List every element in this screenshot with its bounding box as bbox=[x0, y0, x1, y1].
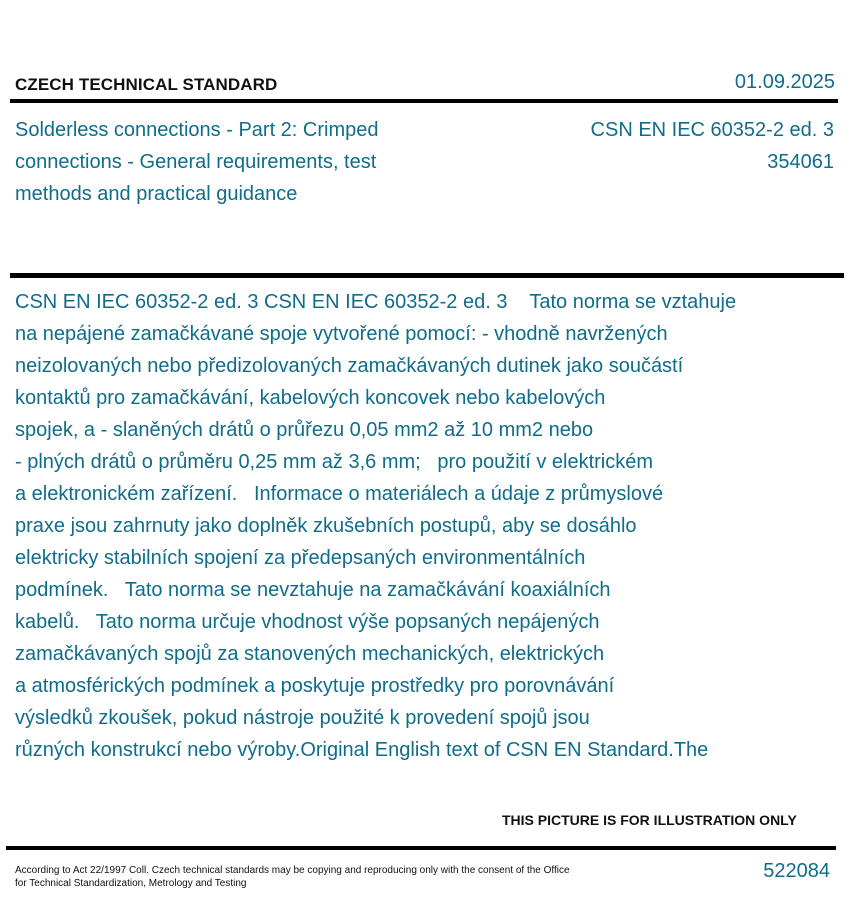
illustration-notice: THIS PICTURE IS FOR ILLUSTRATION ONLY bbox=[502, 812, 797, 828]
catalog-number: 354061 bbox=[767, 151, 834, 173]
abstract-line: výsledků zkoušek, pokud nástroje použité k provedení spojů jsou bbox=[15, 707, 590, 729]
document-title-line: connections - General requirements, test bbox=[15, 151, 377, 173]
abstract-line: spojek, a - slaněných drátů o průřezu 0,05 mm2 až 10 mm2 nebo bbox=[15, 419, 594, 441]
abstract-line: na nepájené zamačkávané spoje vytvořené pomocí: - vhodně navržených bbox=[15, 323, 668, 345]
abstract-line: zamačkávaných spojů za stanovených mechanických, elektrických bbox=[15, 643, 605, 665]
footer-divider bbox=[6, 846, 836, 850]
abstract-line: různých konstrukcí nebo výroby.Original English text of CSN EN Standard.The bbox=[15, 739, 709, 761]
abstract-line: CSN EN IEC 60352-2 ed. 3 CSN EN IEC 60352-2 ed. 3 Tato norma se vztahuje bbox=[15, 291, 737, 313]
abstract-line: elektricky stabilních spojení za předepsaných environmentálních bbox=[15, 547, 586, 569]
legal-notice bbox=[15, 864, 595, 890]
title-divider bbox=[10, 273, 844, 278]
document-title-line: Solderless connections - Part 2: Crimped bbox=[15, 119, 379, 141]
abstract-line: a elektronickém zařízení. Informace o materiálech a údaje z průmyslové bbox=[15, 483, 664, 505]
publication-date: 01.09.2025 bbox=[734, 71, 835, 93]
header-divider bbox=[10, 99, 838, 103]
document-title bbox=[15, 114, 435, 210]
standard-code: CSN EN IEC 60352-2 ed. 3 bbox=[590, 119, 834, 141]
abstract-line: neizolovaných nebo předizolovaných zamačkávaných dutinek jako součástí bbox=[15, 355, 684, 377]
legal-notice-line: for Technical Standardization, Metrology and Testing bbox=[15, 878, 247, 889]
document-codes bbox=[514, 114, 834, 178]
abstract-line: a atmosférických podmínek a poskytuje prostředky pro porovnávání bbox=[15, 675, 615, 697]
abstract-line: praxe jsou zahrnuty jako doplněk zkušebních postupů, aby se dosáhlo bbox=[15, 515, 637, 537]
standard-abstract bbox=[15, 286, 805, 766]
abstract-line: - plných drátů o průměru 0,25 mm až 3,6 mm; pro použití v elektrickém bbox=[15, 451, 654, 473]
abstract-line: kontaktů pro zamačkávání, kabelových koncovek nebo kabelových bbox=[15, 387, 606, 409]
header-title: CZECH TECHNICAL STANDARD bbox=[15, 75, 278, 94]
footer-number: 522084 bbox=[763, 860, 830, 882]
abstract-line: kabelů. Tato norma určuje vhodnost výše popsaných nepájených bbox=[15, 611, 600, 633]
abstract-line: podmínek. Tato norma se nevztahuje na zamačkávání koaxiálních bbox=[15, 579, 611, 601]
legal-notice-line: According to Act 22/1997 Coll. Czech technical standards may be copying and reproducing only with the consent of the Office bbox=[15, 865, 570, 876]
document-title-line: methods and practical guidance bbox=[15, 183, 298, 205]
